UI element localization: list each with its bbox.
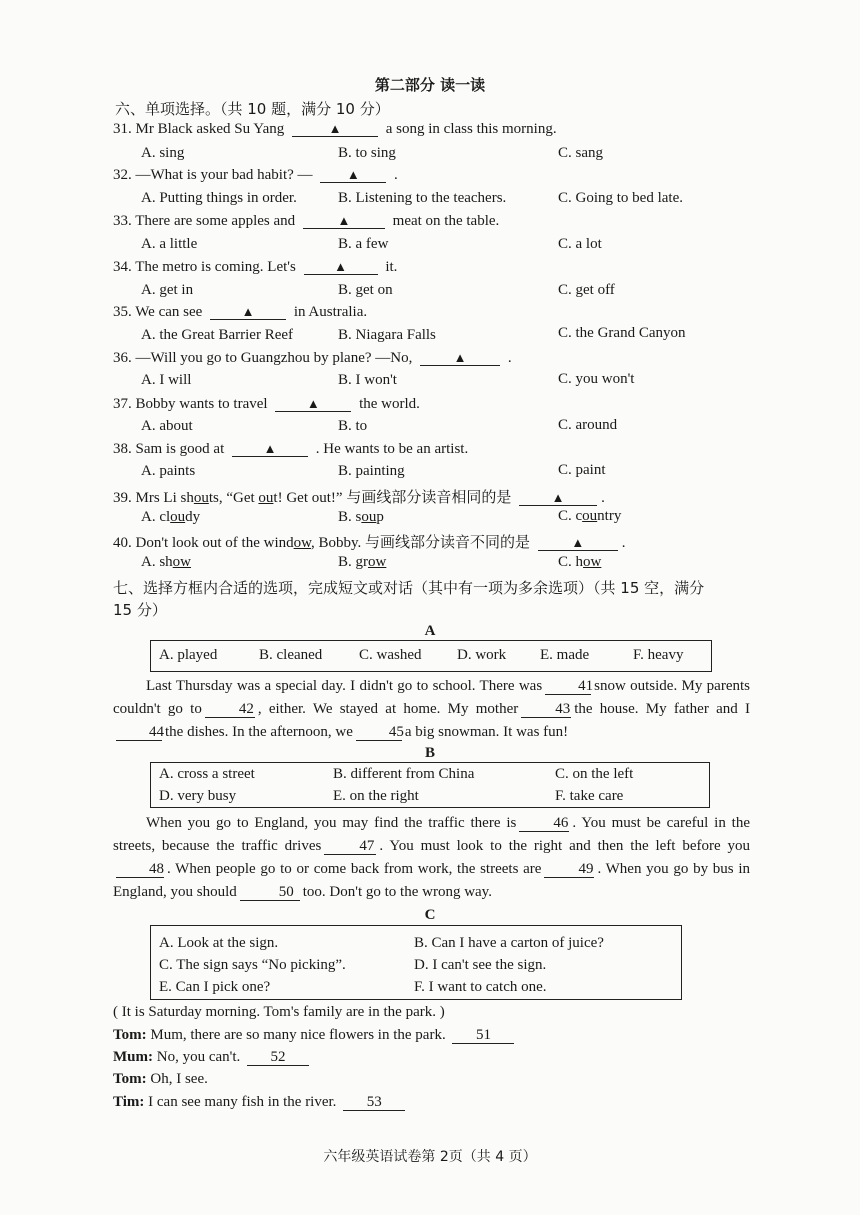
question-text: it. (385, 259, 398, 275)
option-b: B. Listening to the teachers. (338, 190, 507, 206)
option-b: B. to sing (338, 145, 396, 161)
speaker-name: Tom: (113, 1027, 147, 1043)
triangle-marker-icon: ▲ (328, 121, 342, 136)
word-option: A. played (159, 647, 218, 663)
option-b: B. to (338, 418, 368, 434)
word-option: B. cleaned (259, 647, 323, 663)
answer-blank (519, 491, 597, 506)
word-box-b (150, 762, 710, 808)
dialogue-line: Tim: I can see many fish in the river. 53 (113, 1094, 408, 1111)
question-34 (113, 259, 397, 276)
blank-48: 48 (116, 862, 164, 878)
speaker-name: Mum: (113, 1049, 153, 1065)
phrase-option: E. on the right (333, 788, 419, 804)
sentence-option: D. I can't see the sign. (414, 957, 547, 973)
option-a: A. I will (141, 372, 192, 388)
question-31 (113, 121, 557, 138)
question-text: . (621, 535, 626, 551)
blank-42: 42 (205, 702, 255, 718)
question-35 (113, 304, 367, 321)
word-option: C. washed (359, 647, 422, 663)
question-text: in Australia. (293, 304, 368, 320)
option-b: B. grow (338, 554, 387, 570)
question-text: . He wants to be an artist. (315, 441, 469, 457)
answer-blank (320, 168, 386, 183)
option-a: A. Putting things in order. (141, 190, 297, 206)
answer-blank (275, 397, 351, 412)
question-text: t! Get out!” 与画线部分读音相同的是 (273, 490, 512, 506)
blank-51: 51 (452, 1028, 514, 1044)
triangle-marker-icon: ▲ (551, 490, 565, 505)
blank-44: 44 (116, 725, 162, 741)
dialogue-line: Mum: No, you can't. 52 (113, 1049, 312, 1066)
option-c: C. get off (558, 282, 615, 298)
blank-49: 49 (544, 862, 594, 878)
option-b: B. a few (338, 236, 389, 252)
page-title: 第二部分 读一读 (374, 76, 486, 94)
box-c-label: C (424, 907, 436, 923)
option-a: A. a little (141, 236, 198, 252)
option-c: C. how (558, 554, 602, 570)
question-text: 31. Mr Black asked Su Yang (113, 121, 285, 137)
question-text: a song in class this morning. (385, 121, 557, 137)
blank-47: 47 (324, 839, 376, 855)
triangle-marker-icon: ▲ (453, 350, 467, 365)
question-text: . (601, 490, 605, 506)
section-7-heading: 七、选择方框内合适的选项，完成短文或对话（其中有一项为多余选项）（共 15 空，满分 (113, 579, 705, 597)
sentence-option: C. The sign says “No picking”. (159, 957, 346, 973)
phrase-option: D. very busy (159, 788, 237, 804)
question-32 (113, 167, 398, 184)
triangle-marker-icon: ▲ (571, 535, 585, 550)
answer-blank (303, 214, 385, 229)
phrase-option: F. take care (555, 788, 624, 804)
underlined-letters: ou (193, 490, 209, 506)
word-box-a (150, 640, 712, 672)
blank-43: 43 (521, 702, 571, 718)
question-text: . (394, 167, 398, 183)
option-c: C. paint (558, 462, 606, 478)
word-option: E. made (540, 647, 590, 663)
question-text: 40. Don't look out of the wind (113, 535, 294, 551)
option-b: B. get on (338, 282, 393, 298)
box-a-label: A (424, 623, 436, 639)
option-a: A. about (141, 418, 193, 434)
option-b: B. Niagara Falls (338, 327, 436, 343)
question-text: . (507, 350, 512, 366)
underlined-letters: ow (293, 535, 311, 551)
question-text: 35. We can see (113, 304, 203, 320)
section-6-heading: 六、单项选择。（共 10 题，满分 10 分） (115, 100, 390, 118)
answer-blank (420, 351, 500, 366)
option-b: B. I won't (338, 372, 397, 388)
question-text: 33. There are some apples and (113, 213, 296, 229)
sentence-option: F. I want to catch one. (414, 979, 547, 995)
sentence-option: E. Can I pick one? (159, 979, 271, 995)
question-38 (113, 441, 468, 458)
triangle-marker-icon: ▲ (346, 167, 360, 182)
question-text: 36. —Will you go to Guangzhou by plane? —No, (113, 350, 413, 366)
option-a: A. get in (141, 282, 194, 298)
option-a: A. the Great Barrier Reef (141, 327, 294, 343)
question-text: 37. Bobby wants to travel (113, 396, 268, 412)
option-c: C. around (558, 417, 618, 433)
question-text: 34. The metro is coming. Let's (113, 259, 296, 275)
phrase-option: A. cross a street (159, 766, 255, 782)
question-text: , Bobby. 与画线部分读音不同的是 (310, 535, 531, 551)
question-text: ts, “Get (208, 490, 259, 506)
answer-blank (292, 122, 378, 137)
option-a: A. paints (141, 463, 196, 479)
option-c: C. you won't (558, 371, 635, 387)
triangle-marker-icon: ▲ (241, 304, 255, 319)
option-b: B. soup (338, 509, 384, 525)
blank-50: 50 (240, 885, 300, 901)
word-option: F. heavy (633, 647, 684, 663)
option-a: A. show (141, 554, 192, 570)
answer-blank (538, 536, 618, 551)
option-a: A. cloudy (141, 509, 201, 525)
dialogue-context: ( It is Saturday morning. Tom's family are in the park. ) (113, 1004, 445, 1020)
answer-blank (210, 305, 286, 320)
sentence-box-c (150, 925, 682, 1000)
blank-52: 52 (247, 1050, 309, 1066)
question-40 (113, 531, 626, 552)
question-text: meat on the table. (392, 213, 500, 229)
option-c: C. the Grand Canyon (558, 325, 686, 341)
dialogue-line: Tom: Oh, I see. (113, 1071, 208, 1087)
blank-41: 41 (545, 679, 591, 695)
question-text: the world. (359, 396, 420, 412)
question-text: 38. Sam is good at (113, 441, 225, 457)
option-c: C. Going to bed late. (558, 190, 683, 206)
speaker-name: Tim: (113, 1094, 145, 1110)
option-c: C. country (558, 508, 622, 524)
question-36 (113, 350, 512, 367)
answer-blank (232, 442, 308, 457)
option-c: C. a lot (558, 236, 602, 252)
passage-b: When you go to England, you may find the traffic there is 46 . You must be careful in the streets, because the traffic drives 47 . You must look to the right and then the left before you48 . When people go to or come back from work, the streets are 49 . When you go by bus in England, you should 50 too. Don't go to the wrong way. (113, 815, 750, 900)
blank-46: 46 (519, 816, 569, 832)
box-b-label: B (424, 745, 435, 761)
question-text: 39. Mrs Li sh (113, 490, 194, 506)
dialogue-line: Tom: Mum, there are so many nice flowers in the park. 51 (113, 1027, 517, 1044)
blank-45: 45 (356, 725, 402, 741)
blank-53: 53 (343, 1095, 405, 1111)
question-33 (113, 213, 499, 230)
answer-blank (304, 260, 378, 275)
sentence-option: B. Can I have a carton of juice? (414, 935, 604, 951)
phrase-option: C. on the left (555, 766, 634, 782)
phrase-option: B. different from China (333, 766, 475, 782)
word-option: D. work (457, 647, 507, 663)
triangle-marker-icon: ▲ (337, 213, 351, 228)
page-footer: 六年级英语试卷第 2页（共 4 页） (323, 1149, 537, 1165)
speaker-name: Tom: (113, 1071, 147, 1087)
option-a: A. sing (141, 145, 185, 161)
option-b: B. painting (338, 463, 405, 479)
question-39 (113, 486, 605, 507)
question-text: 32. —What is your bad habit? — (113, 167, 313, 183)
triangle-marker-icon: ▲ (263, 441, 277, 456)
question-37 (113, 396, 420, 413)
underlined-letters: ou (258, 490, 274, 506)
section-7-heading-cont: 15 分） (113, 601, 167, 619)
option-c: C. sang (558, 145, 603, 161)
triangle-marker-icon: ▲ (334, 259, 347, 274)
triangle-marker-icon: ▲ (306, 396, 320, 411)
sentence-option: A. Look at the sign. (159, 935, 279, 951)
passage-a: Last Thursday was a special day. I didn't go to school. There was 41snow outside. My parents couldn't go to 42 , either. We stayed at home. My mother 43 the house. My father and I44the dishes. In the afternoon, we 45a big snowman. It was fun! (113, 678, 750, 740)
